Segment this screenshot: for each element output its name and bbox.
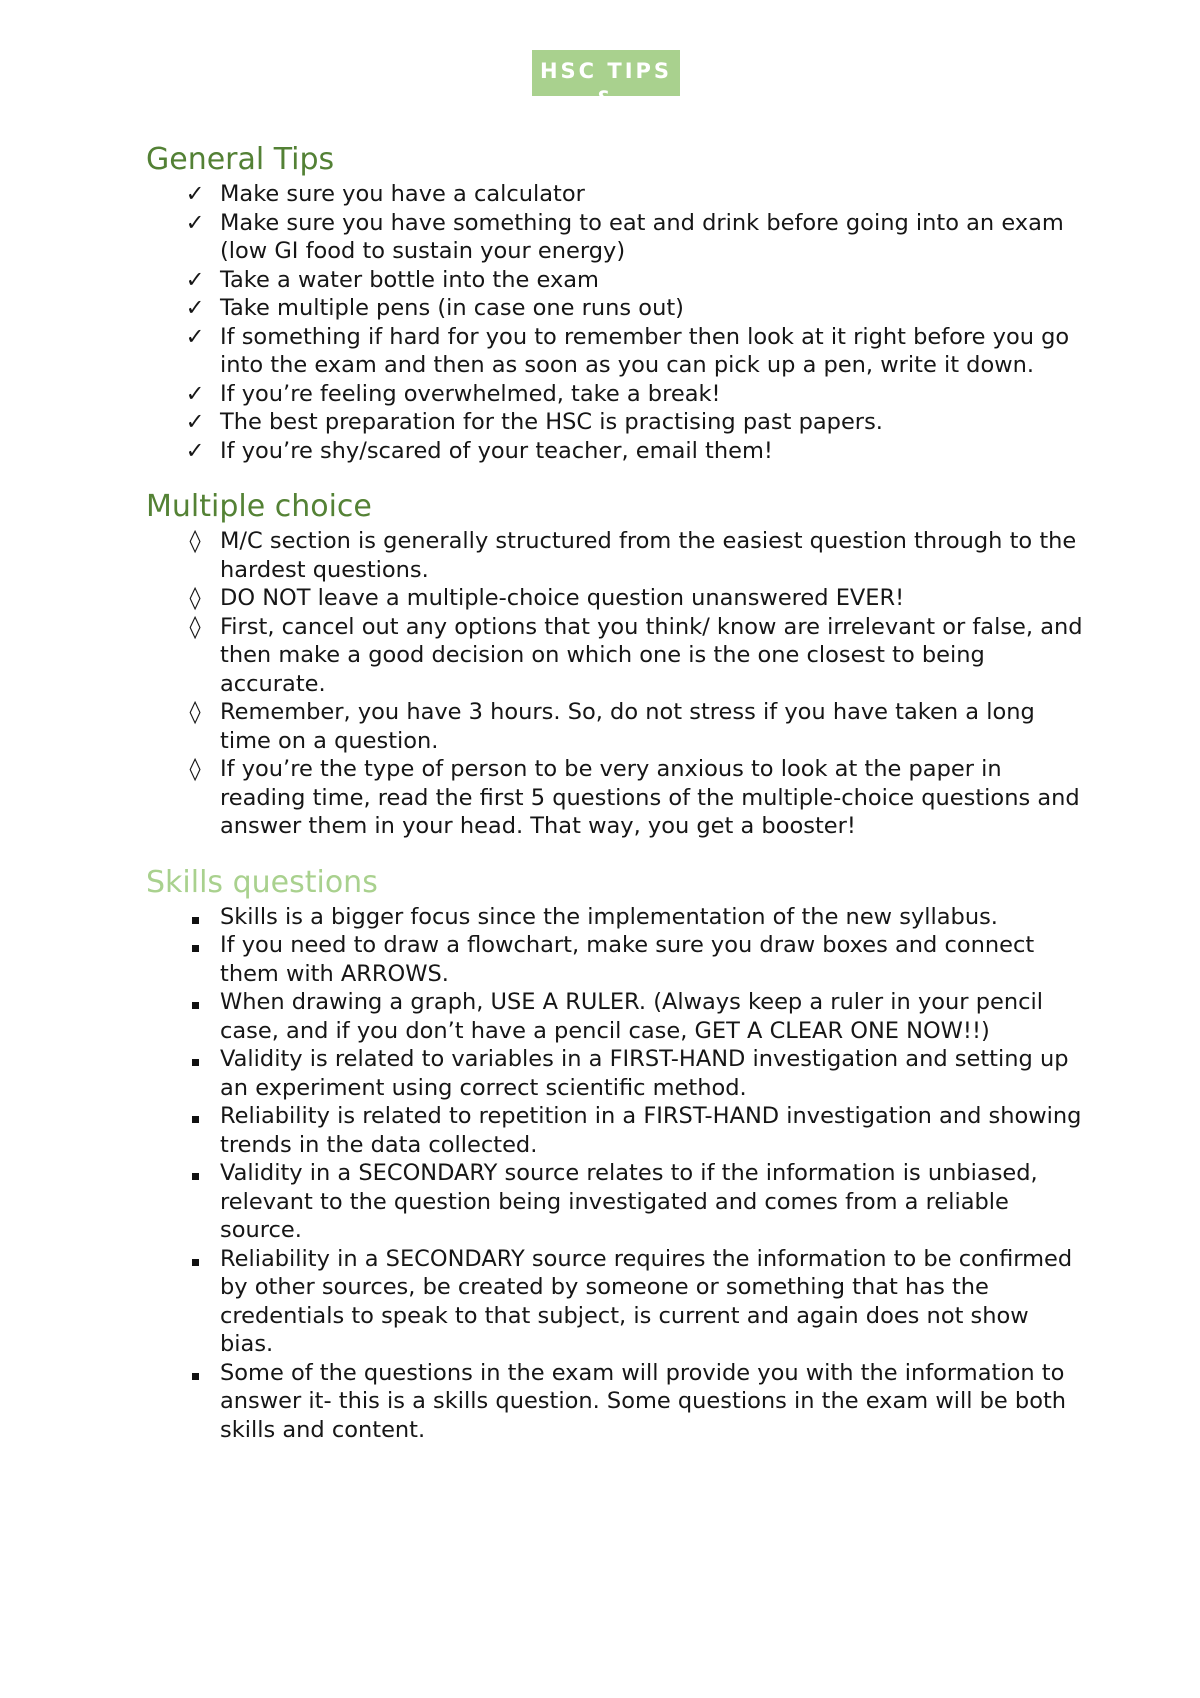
square-bullet-icon [182,1245,208,1274]
diamond-bullet-icon: ◊ [189,756,201,782]
section-multiple-choice [146,487,1086,841]
list-item [146,437,1086,466]
square-bullet-icon [182,988,208,1017]
list-item [146,1359,1086,1445]
list-item-text: If you’re shy/scared of your teacher, email them! [220,437,773,464]
list-item-text: Some of the questions in the exam will provide you with the information to answer it- this is a skills question. Some questions in the exam will be both skills and content. [220,1359,1067,1443]
checkmark-bullet-icon: ✓ [185,295,205,321]
list-item [146,755,1086,841]
list-item-text: DO NOT leave a multiple-choice question unanswered EVER! [220,585,905,611]
list-item [146,1159,1086,1245]
list-item [146,380,1086,409]
checkmark-bullet-icon: ✓ [185,266,205,293]
diamond-bullet-icon: ◊ [189,613,201,640]
list-item [146,266,1086,295]
square-bullet-icon [182,1359,208,1388]
list-item [146,180,1086,209]
list-item-text: Remember, you have 3 hours. So, do not stress if you have taken a long time on a question. [220,699,1035,754]
list-item-text: If you need to draw a flowchart, make sure you draw boxes and connect them with ARROWS. [220,932,1035,987]
list-item-text: Make sure you have something to eat and drink before going into an exam (low GI food to sustain your energy) [220,209,1064,264]
list-item-text: Validity in a SECONDARY source relates to if the information is unbiased, relevant to the question being investigated and comes from a reliable source. [220,1160,1038,1243]
list-item-text: Reliability in a SECONDARY source requires the information to be confirmed by other sources, be created by someone or something that has the credentials to speak to that subject, is current and again does not show bias. [220,1245,1073,1357]
square-bullet-icon [182,1102,208,1131]
list-item-text: If something if hard for you to remember then look at it right before you go into the exam and then as soon as you can pick up a pen, write it down. [220,323,1070,378]
list-item-text: If you’re the type of person to be very anxious to look at the paper in reading time, read the first 5 questions of the multiple-choice questions and answer them in your head. That way, you get a booster! [220,756,1080,839]
diamond-bullet-icon: ◊ [189,699,201,725]
list-item-text: Make sure you have a calculator [220,181,585,207]
list-item [146,903,1086,932]
list-item [146,1045,1086,1102]
list-item [146,408,1086,437]
list-item [146,613,1086,699]
section-title-general-tips: General Tips [146,142,335,177]
section-skills-questions [146,863,1086,1445]
list-item-text: Reliability is related to repetition in a FIRST-HAND investigation and showing trends in the data collected. [220,1103,1082,1158]
checkmark-bullet-icon: ✓ [185,409,205,435]
checkmark-bullet-icon: ✓ [185,380,205,407]
list-item [146,1245,1086,1359]
list-item-text: Take a water bottle into the exam [220,266,599,293]
list-item [146,584,1086,613]
general-tips-list [146,180,1086,465]
section-title-multiple-choice: Multiple choice [146,489,372,524]
list-item [146,931,1086,988]
diamond-bullet-icon: ◊ [189,585,201,611]
list-item-text: Validity is related to variables in a FIRST-HAND investigation and setting up an experiment using correct scientific method. [220,1046,1069,1101]
checkmark-bullet-icon: ✓ [185,181,205,207]
list-item [146,698,1086,755]
square-bullet-icon [182,931,208,960]
multiple-choice-list [146,527,1086,841]
list-item-text: First, cancel out any options that you think/ know are irrelevant or false, and then make a good decision on which one is the one closest to being accurate. [220,613,1083,697]
list-item-text: Skills is a bigger focus since the implementation of the new syllabus. [220,903,998,930]
list-item-text: When drawing a graph, USE A RULER. (Always keep a ruler in your pencil case, and if you don’t have a pencil case, GET A CLEAR ONE NOW!!) [220,989,1043,1044]
list-item [146,209,1086,266]
list-item [146,1102,1086,1159]
square-bullet-icon [182,1045,208,1074]
list-item-text: Take multiple pens (in case one runs out) [220,295,684,321]
header-badge [532,50,680,111]
checkmark-bullet-icon: ✓ [185,323,205,350]
skills-questions-list [146,903,1086,1445]
section-general-tips [146,140,1086,465]
header-badge-text: HSC TIPS & [539,59,673,111]
list-item [146,988,1086,1045]
square-bullet-icon [182,903,208,932]
square-bullet-icon [182,1159,208,1188]
list-item-text: M/C section is generally structured from the easiest question through to the hardest questions. [220,528,1077,583]
list-item-text: If you’re feeling overwhelmed, take a break! [220,380,721,407]
diamond-bullet-icon: ◊ [189,528,201,554]
section-title-skills-questions: Skills questions [146,864,378,900]
document-body [146,140,1086,1466]
list-item-text: The best preparation for the HSC is practising past papers. [220,409,883,435]
list-item [146,323,1086,380]
list-item [146,294,1086,323]
list-item [146,527,1086,584]
checkmark-bullet-icon: ✓ [185,437,205,464]
checkmark-bullet-icon: ✓ [185,209,205,236]
